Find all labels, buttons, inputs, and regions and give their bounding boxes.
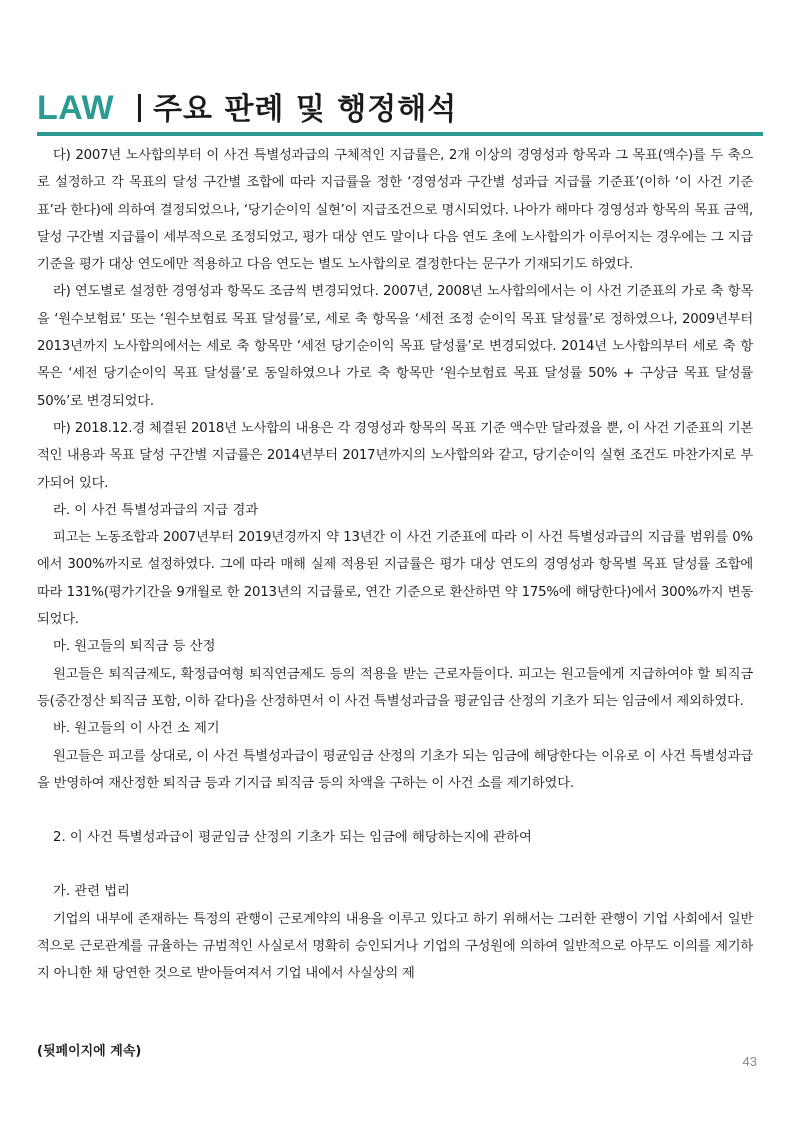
paragraph-payment-history: 피고는 노동조합과 2007년부터 2019년경까지 약 13년간 이 사건 기준표에 따라 이 사건 특별성과급의 지급률 범위를 0%에서 300%까지로 설정하였다. 그에 따라 매해 실제 적용된 지급률은 평가 대상 연도의 경영성과 항목별 목표 달성률 조합에 따라 131%(평가기간을 9개월로 한 2013년의 지급률로, 연간 기준으로 환산하면 약 175%에 해당한다)에서 300%까지 변동되었다. (37, 530, 753, 628)
spacer (37, 797, 753, 824)
paragraph-legal-principle: 기업의 내부에 존재하는 특정의 관행이 근로계약의 내용을 이루고 있다고 하기 위해서는 그러한 관행이 기업 사회에서 일반적으로 근로관계를 규율하는 규범적인 사실로서 명확히 승인되거나 기업의 구성원에 의하여 일반적으로 아무도 이의를 제기하지 아니한 채 당연한 것으로 받아들여져서 기업 내에서 사실상의 제 (37, 911, 753, 982)
paragraph-ma: 마) 2018.12.경 체결된 2018년 노사합의 내용은 각 경영성과 항목의 목표 기준 액수만 달라졌을 뿐, 이 사건 기준표의 기본적인 내용과 목표 달성 구간별 지급률은 2014년부터 2017년까지의 노사합의와 같고, 당기순이익 실현 조건도 마찬가지로 부가되어 있다. (37, 420, 753, 491)
paragraph-severance: 원고들은 퇴직금제도, 확정급여형 퇴직연금제도 등의 적용을 받는 근로자들이다. 피고는 원고들에게 지급하여야 할 퇴직금 등(중간정산 퇴직금 포함, 이하 같다)을 산정하면서 이 사건 특별성과급을 평균임금 산정의 기초가 되는 임금에서 제외하였다. (37, 666, 753, 709)
section-heading-2: 2. 이 사건 특별성과급이 평균임금 산정의 기초가 되는 임금에 해당하는지에 관하여 (53, 830, 532, 846)
section-heading-payment-history: 라. 이 사건 특별성과급의 지급 경과 (53, 502, 259, 518)
page-number: 43 (742, 1054, 757, 1069)
continued-note: (뒷페이지에 계속) (37, 1044, 142, 1059)
header-rule (37, 132, 763, 136)
paragraph-da: 다) 2007년 노사합의부터 이 사건 특별성과급의 구체적인 지급률은, 2개 이상의 경영성과 항목과 그 목표(액수)를 두 축으로 설정하고 각 목표의 달성 구간별 조합에 따라 지급률을 정한 ‘경영성과 구간별 성과급 지급률 기준표’(이하 ‘이 사건 기준표’라 한다)에 의하여 결정되었으나, ‘당기순이익 실현’이 지급조건으로 명시되었다. 나아가 해마다 경영성과 항목의 목표 금액, 달성 구간별 지급률이 세부적으로 조정되었고, 평가 대상 연도 말이나 다음 연도 초에 노사합의가 이루어지는 경우에는 그 지급기준을 평가 대상 연도에만 적용하고 다음 연도는 별도 노사합의로 결정한다는 문구가 기재되기도 하였다. (37, 148, 753, 273)
section-heading-lawsuit: 바. 원고들의 이 사건 소 제기 (53, 721, 220, 737)
header-separator (138, 94, 141, 122)
document-body (37, 142, 753, 988)
law-label: LAW (37, 89, 115, 127)
page-title: 주요 판례 및 행정해석 (153, 92, 458, 127)
paragraph-ra: 라) 연도별로 설정한 경영성과 항목도 조금씩 변경되었다. 2007년, 2008년 노사합의에서는 이 사건 기준표의 가로 축 항목을 ‘원수보험료’ 또는 ‘원수보험료 목표 달성률’로, 세로 축 항목을 ‘세전 조정 순이익 목표 달성률’로 정하였으나, 2009년부터 2013년까지 노사합의에서는 세로 축 항목만 ‘세전 당기순이익 목표 달성률’로 변경되었다. 2014년 노사합의부터 세로 축 항목은 ‘세전 당기순이익 목표 달성률’로 동일하였으나 가로 축 항목만 ‘원수보험료 목표 달성률 50% + 구상금 목표 달성률 50%’로 변경되었다. (37, 284, 753, 409)
spacer (37, 851, 753, 878)
section-heading-legal-principle: 가. 관련 법리 (53, 884, 130, 900)
section-heading-severance: 마. 원고들의 퇴직금 등 산정 (53, 639, 216, 655)
paragraph-lawsuit: 원고들은 피고를 상대로, 이 사건 특별성과급이 평균임금 산정의 기초가 되는 임금에 해당한다는 이유로 이 사건 특별성과급을 반영하여 재산정한 퇴직금 등과 기지급 퇴직금 등의 차액을 구하는 이 사건 소를 제기하였다. (37, 748, 753, 791)
page-header (37, 84, 457, 128)
